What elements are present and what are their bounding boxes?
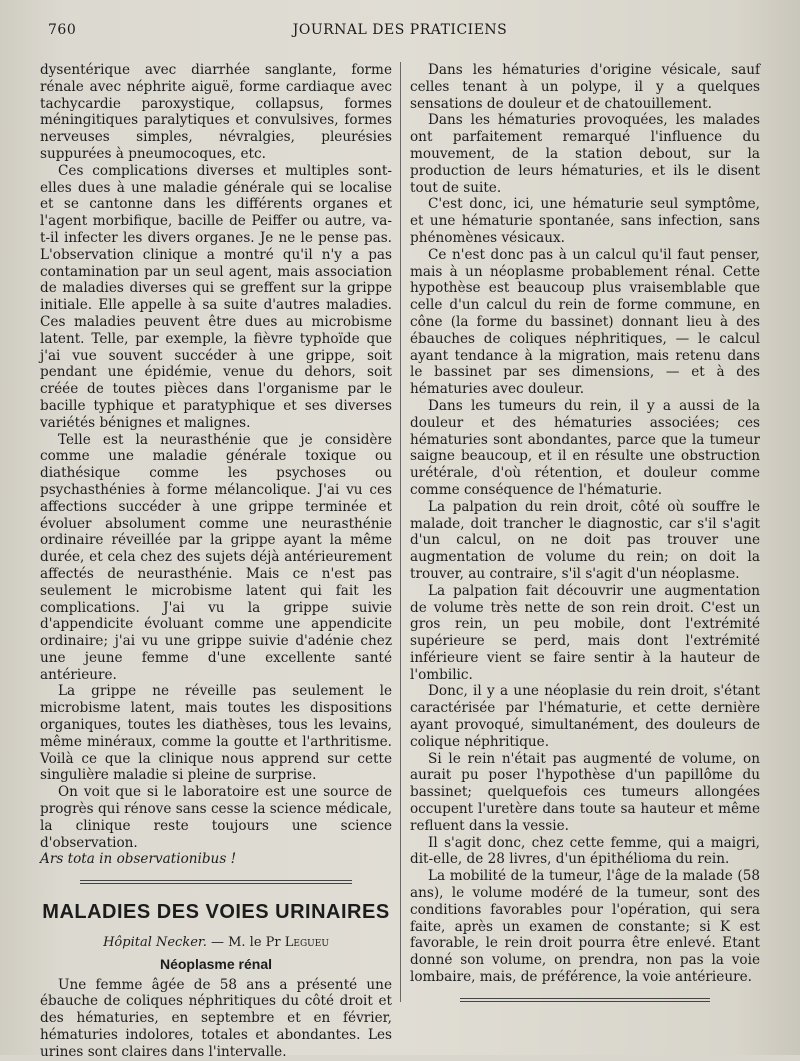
- paragraph: Si le rein n'était pas augmenté de volume, on aurait pu poser l'hypothèse d'un papillôme du bassinet; quelquefois ces tumeurs allongées occupent l'uretère dans toute sa hauteur et même refluent dans la vessie.: [410, 750, 760, 834]
- right-column: [410, 62, 760, 1002]
- paragraph: La mobilité de la tumeur, l'âge de la malade (58 ans), le volume modéré de la tumeur, sont des conditions favorables pour l'opération, qui sera faite, après un examen de constante; si K est favorable, le rein droit pourra être enlevé. Etant donné son volume, on prendra, non pas la voie lombaire, mais, de préférence, la voie antérieure.: [410, 868, 760, 986]
- paragraph: Dans les hématuries d'origine vésicale, sauf celles tenant à un polype, il y a quelques sensations de douleur et de chatouillement.: [410, 62, 760, 112]
- article-subtitle: Néoplasme rénal: [159, 955, 273, 972]
- left-column: [40, 62, 392, 1061]
- paragraph: Il s'agit donc, chez cette femme, qui a maigri, dit-elle, de 28 livres, d'un épithélioma du rein.: [410, 834, 760, 868]
- page-number: 760: [48, 22, 77, 38]
- paragraph: Ce n'est donc pas à un calcul qu'il faut penser, mais à un néoplasme probablement rénal. Cette hypothèse est beaucoup plus vraisemblable que celle d'un calcul du rein de forme commune, en cône (la forme du bassinet) donnant lieu à des ébauches de coliques néphritiques, — le calcul ayant tendance à la migration, mais retenu dans le bassinet par ses dimensions, — et à des hématuries avec douleur.: [410, 246, 760, 398]
- section-divider: [80, 880, 352, 884]
- paragraph: On voit que si le laboratoire est une source de progrès qui rénove sans cesse la science médicale, la clinique reste toujours une science d'observation.: [40, 784, 392, 851]
- paragraph: Ces complications diverses et multiples sont-elles dues à une maladie générale qui se localise et se cantonne dans les différents organes et l'agent morbifique, bacille de Peiffer ou autre, va-t-il infecter les divers organes. Je ne le pense pas. L'observation clinique a montré qu'il n'y a pas contamination par un seul agent, mais association de maladies diverses qui se greffent sur la grippe initiale. Elle appelle à sa suite d'autres maladies. Ces maladies peuvent être dues au microbisme latent. Telle, par exemple, la fièvre typhoïde que j'ai vue souvent succéder à une grippe, soit pendant une épidémie, venue du dehors, soit créée de toutes pièces dans l'organisme par le bacille typhique et paratyphique et ses diverses variétés bénignes et malignes.: [40, 162, 392, 431]
- paragraph: La palpation du rein droit, côté où souffre le malade, doit trancher le diagnostic, car s'il s'agit d'un calcul, on ne doit pas trouver une augmentation de volume du rein; on doit la trouver, au contraire, s'il s'agit d'un néoplasme.: [410, 498, 760, 582]
- latin-motto: Ars tota in observationibus !: [40, 851, 237, 868]
- paragraph: La palpation fait découvrir une augmentation de volume très nette de son rein droit. C'est un gros rein, un peu mobile, dont l'extrémité supérieure se perd, mais dont l'extrémité inférieure vient se faire sentir à la hauteur de l'ombilic.: [410, 582, 760, 683]
- page-header: [40, 22, 760, 44]
- paragraph: Dans les tumeurs du rein, il y a aussi de la douleur et des hématuries associées; ces hématuries sont abondantes, parce que la tumeur saigne beaucoup, et il en résulte une obstruction urétérale, d'où rétention, et douleur comme comme conséquence de l'hématurie.: [410, 397, 760, 498]
- journal-title: JOURNAL DES PRATICIENS: [292, 22, 508, 38]
- paragraph: C'est donc, ici, une hématurie seul symptôme, et une hématurie spontanée, sans infection, sans phénomènes vésicaux.: [410, 196, 760, 246]
- article-end-rule: [460, 998, 710, 1002]
- hospital-line: [40, 935, 392, 952]
- hospital-name: Hôpital Necker.: [103, 935, 207, 951]
- professor-name: Legueu: [284, 935, 329, 951]
- paragraph: Donc, il y a une néoplasie du rein droit, s'étant caractérisée par l'hématurie, et cette dernière ayant provoqué, simultanément, des douleurs de colique néphritique.: [410, 683, 760, 750]
- paragraph: La grippe ne réveille pas seulement le microbisme latent, mais toutes les dispositions organiques, toutes les diathèses, tous les levains, même minéraux, comme la goutte et l'arthritisme. Voilà ce que la clinique nous apprend sur cette singulière maladie si pleine de surprise.: [40, 683, 392, 784]
- case-paragraph: Une femme âgée de 58 ans a présenté une ébauche de coliques néphritiques du côté droit et des hématuries, en septembre et en février, hématuries indolores, totales et abondantes. Les urines sont claires dans l'intervalle.: [40, 976, 392, 1060]
- paragraph: dysentérique avec diarrhée sanglante, forme rénale avec néphrite aiguë, forme cardiaque avec tachycardie paroxystique, collapsus, formes méningitiques paralytiques et convulsives, formes nerveuses simples, névralgies, pleurésies suppurées à pneumocoques, etc.: [40, 62, 392, 162]
- paragraph: Dans les hématuries provoquées, les malades ont parfaitement remarqué l'influence du mouvement, de la station debout, sur la production de leurs hématuries, et ils le disent tout de suite.: [410, 112, 760, 196]
- section-title: MALADIES DES VOIES URINAIRES: [42, 901, 390, 924]
- paragraph: Telle est la neurasthénie que je considère comme une maladie générale toxique ou diathésique comme les psychoses ou psychasthénies à forme mélancolique. J'ai vu ces affections succéder à une grippe terminée et évoluer absolument comme une neurasthénie ordinaire réveillée par la grippe ayant la même durée, et cela chez des sujets déjà antérieurement affectés de neurasthénie. Mais ce n'est pas seulement le microbisme latent qui fait les complications. J'ai vu la grippe suivie d'appendicite évoluant comme une appendicite ordinaire; j'ai vu une grippe suivie d'adénie chez une jeune femme d'une excellente santé antérieure.: [40, 431, 392, 683]
- column-divider: [400, 62, 401, 1002]
- professor-prefix: — M. le Pr: [210, 935, 281, 951]
